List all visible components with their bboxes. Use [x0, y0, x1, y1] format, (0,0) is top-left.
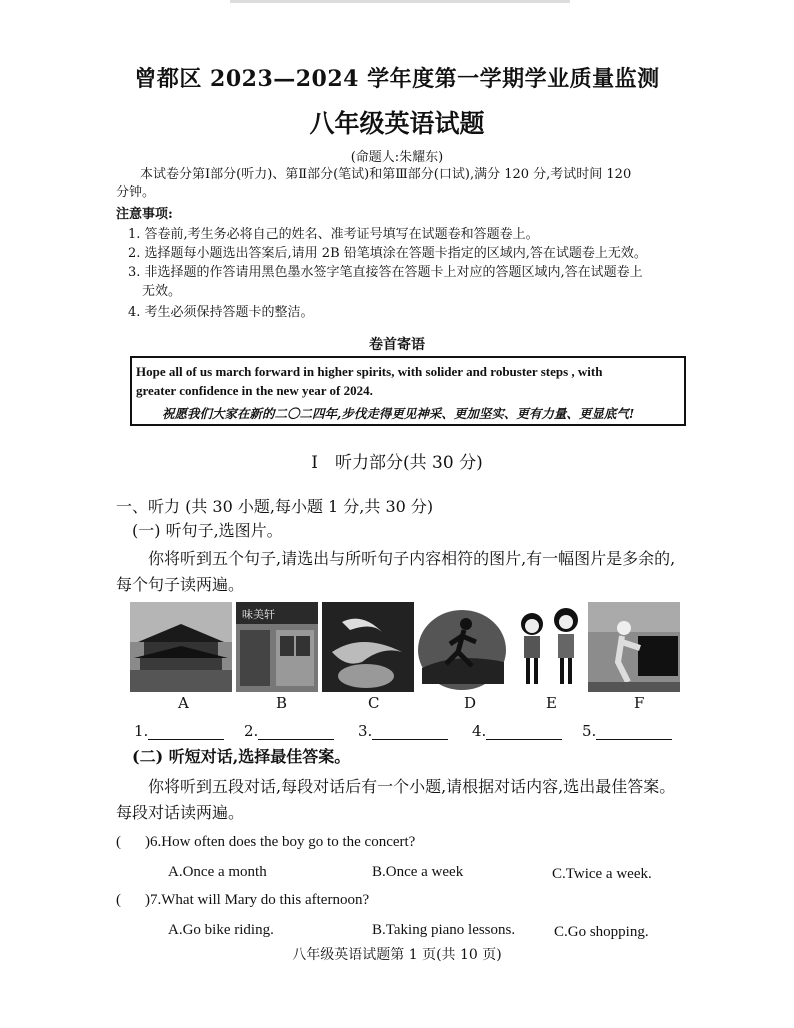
intro-line-1: 本试卷分第Ⅰ部分(听力)、第Ⅱ部分(笔试)和第Ⅲ部分(口试),满分 120 分,考试时间 120 — [140, 167, 632, 182]
motto-cn: 祝愿我们大家在新的二〇二四年,步伐走得更见神采、更加坚实、更有力量、更显底气! — [162, 406, 635, 421]
q6-option-b: B.Once a week — [372, 864, 464, 880]
answer-paren-7[interactable]: ( ) — [116, 892, 150, 908]
part2-heading: (二) 听短对话,选择最佳答案。 — [132, 747, 351, 766]
answer-blank-2[interactable]: 2. — [244, 722, 334, 740]
notes-heading: 注意事项: — [116, 207, 173, 222]
picture-e-girls — [510, 602, 590, 692]
q7-option-a: A.Go bike riding. — [168, 922, 274, 938]
question-6 — [116, 834, 415, 851]
listening-heading: 一、听力 (共 30 小题,每小题 1 分,共 30 分) — [116, 497, 434, 516]
picture-b-shop — [236, 602, 318, 692]
intro-line-2: 分钟。 — [116, 185, 156, 200]
motto-box — [130, 356, 686, 426]
motto-en-line-1: Hope all of us march forward in higher spirits, with solider and robuster steps , with — [136, 364, 603, 379]
question-6-text: 6.How often does the boy go to the concert? — [150, 834, 416, 850]
answer-paren-6[interactable]: ( ) — [116, 834, 150, 850]
picture-c-bananas — [322, 602, 414, 692]
motto-en-line-2: greater confidence in the new year of 2024. — [136, 383, 373, 398]
page-footer: 八年级英语试题第 1 页(共 10 页) — [292, 947, 502, 963]
answer-blank-4[interactable]: 4. — [472, 722, 562, 740]
q6-option-c: C.Twice a week. — [552, 866, 652, 882]
exam-title: 曾都区 2023—2024 学年度第一学期学业质量监测 — [134, 66, 660, 92]
q6-option-a: A.Once a month — [168, 864, 267, 880]
picture-row — [130, 602, 690, 697]
motto-heading: 卷首寄语 — [369, 337, 425, 353]
note-item-3: 3. 非选择题的作答请用黑色墨水签字笔直接答在答题卡上对应的答题区域内,答在试题卷上 — [128, 265, 643, 280]
question-7 — [116, 892, 369, 909]
picture-label-b: B — [276, 694, 288, 712]
note-item-4: 4. 考生必须保持答题卡的整洁。 — [128, 305, 314, 320]
answer-blank-1[interactable]: 1. — [134, 722, 224, 740]
part1-desc-2: 每个句子读两遍。 — [116, 575, 245, 594]
answer-blank-3[interactable]: 3. — [358, 722, 448, 740]
answer-blank-5[interactable]: 5. — [582, 722, 672, 740]
exam-subtitle: 八年级英语试题 — [309, 109, 485, 138]
part2-desc-1: 你将听到五段对话,每段对话后有一个小题,请根据对话内容,选出最佳答案。 — [148, 777, 676, 796]
note-item-3-cont: 无效。 — [142, 284, 182, 299]
note-item-1: 1. 答卷前,考生务必将自己的姓名、准考证号填写在试题卷和答题卷上。 — [128, 227, 539, 242]
q7-option-c: C.Go shopping. — [554, 924, 649, 940]
section-title: I 听力部分(共 30 分) — [311, 453, 483, 473]
picture-a-palace — [130, 602, 232, 692]
picture-label-d: D — [464, 694, 477, 712]
picture-f-piano — [588, 602, 680, 692]
picture-d-runner — [416, 602, 508, 692]
picture-label-a: A — [178, 694, 189, 712]
note-item-2: 2. 选择题每小题选出答案后,请用 2B 铅笔填涂在答题卡指定的区域内,答在试题卷上无效。 — [128, 246, 647, 261]
shop-sign: 味美轩 — [242, 608, 275, 621]
picture-label-f: F — [634, 694, 645, 712]
part1-desc-1: 你将听到五个句子,请选出与所听句子内容相符的图片,有一幅图片是多余的, — [148, 549, 676, 568]
q7-option-b: B.Taking piano lessons. — [372, 922, 516, 938]
part2-desc-2: 每段对话读两遍。 — [116, 803, 245, 822]
picture-label-c: C — [368, 694, 380, 712]
question-7-text: 7.What will Mary do this afternoon? — [150, 892, 370, 908]
picture-label-e: E — [546, 694, 557, 712]
page-top-edge — [230, 0, 570, 3]
exam-author: (命题人:朱耀东) — [350, 150, 444, 165]
part1-heading: (一) 听句子,选图片。 — [132, 521, 283, 540]
